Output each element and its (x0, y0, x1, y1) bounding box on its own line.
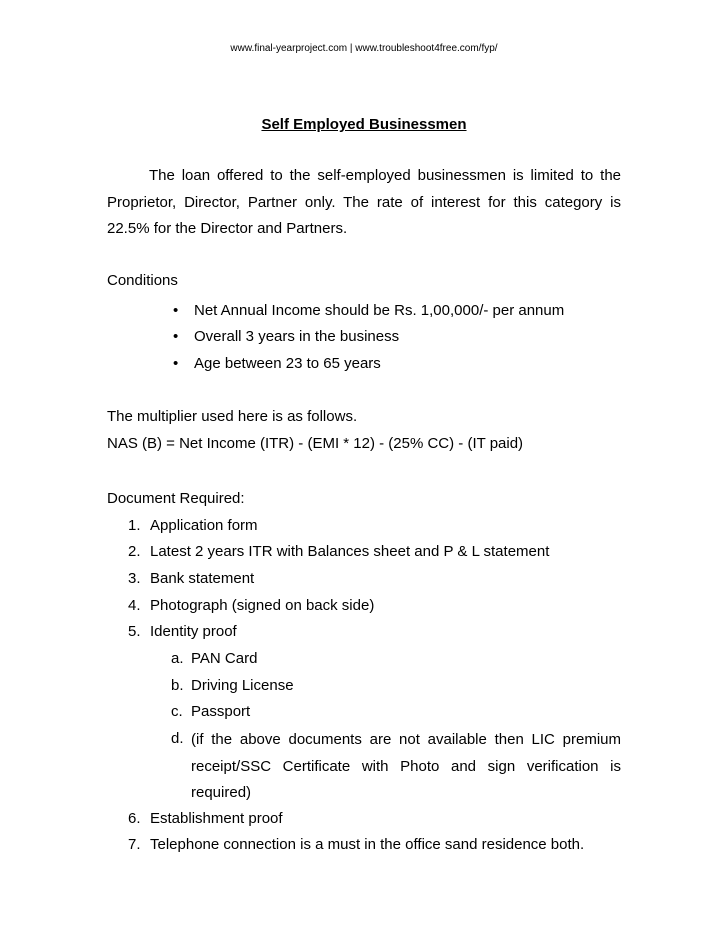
item-text: Passport (191, 703, 251, 720)
item-text: Photograph (signed on back side) (150, 597, 375, 614)
document-item (128, 517, 258, 534)
bullet-icon: • (173, 355, 179, 372)
bullet-icon: • (173, 302, 179, 319)
condition-text: Age between 23 to 65 years (194, 355, 381, 372)
identity-item (171, 650, 257, 667)
item-letter: d. (171, 730, 184, 747)
item-letter: b. (171, 677, 184, 694)
identity-item-text: (if the above documents are not available then LIC premium receipt/SSC Certificate with Photo and sign verification is required) (191, 731, 621, 801)
item-letter: a. (171, 650, 184, 667)
item-text: PAN Card (191, 650, 258, 667)
condition-item (173, 328, 399, 345)
item-text: Identity proof (150, 623, 237, 640)
identity-item (171, 677, 294, 694)
item-number: 4. (128, 597, 141, 614)
item-number: 5. (128, 623, 141, 640)
document-item (128, 543, 549, 560)
item-number: 1. (128, 517, 141, 534)
intro-paragraph: The loan offered to the self-employed businessmen is limited to the Proprietor, Director, Partner only. The rate of interest for this category is 22.5% for the Director and Partners. (107, 167, 621, 237)
item-letter: c. (171, 703, 183, 720)
multiplier-intro: The multiplier used here is as follows. (107, 408, 358, 425)
condition-item (173, 302, 564, 319)
item-number: 7. (128, 836, 141, 853)
condition-item (173, 355, 381, 372)
document-item (128, 810, 283, 827)
item-number: 6. (128, 810, 141, 827)
item-number: 3. (128, 570, 141, 587)
page-title: Self Employed Businessmen (261, 116, 467, 133)
document-item (128, 597, 374, 614)
documents-heading: Document Required: (107, 490, 245, 507)
conditions-heading: Conditions (107, 272, 178, 289)
identity-item (171, 730, 191, 747)
item-text: Driving License (191, 677, 294, 694)
item-text: Latest 2 years ITR with Balances sheet and P & L statement (150, 543, 550, 560)
document-item (128, 570, 254, 587)
item-text: Establishment proof (150, 810, 283, 827)
item-number: 2. (128, 543, 141, 560)
condition-text: Overall 3 years in the business (194, 328, 400, 345)
bullet-icon: • (173, 328, 179, 345)
page-header: www.final-yearproject.com | www.troubleshoot4free.com/fyp/ (230, 43, 498, 54)
multiplier-formula: NAS (B) = Net Income (ITR) - (EMI * 12) - (25% CC) - (IT paid) (107, 435, 524, 452)
condition-text: Net Annual Income should be Rs. 1,00,000/- per annum (194, 302, 565, 319)
document-item (128, 836, 584, 853)
item-text: Bank statement (150, 570, 255, 587)
document-item (128, 623, 237, 640)
identity-item (171, 703, 250, 720)
item-text: Application form (150, 517, 258, 534)
item-text: Telephone connection is a must in the office sand residence both. (150, 836, 585, 853)
